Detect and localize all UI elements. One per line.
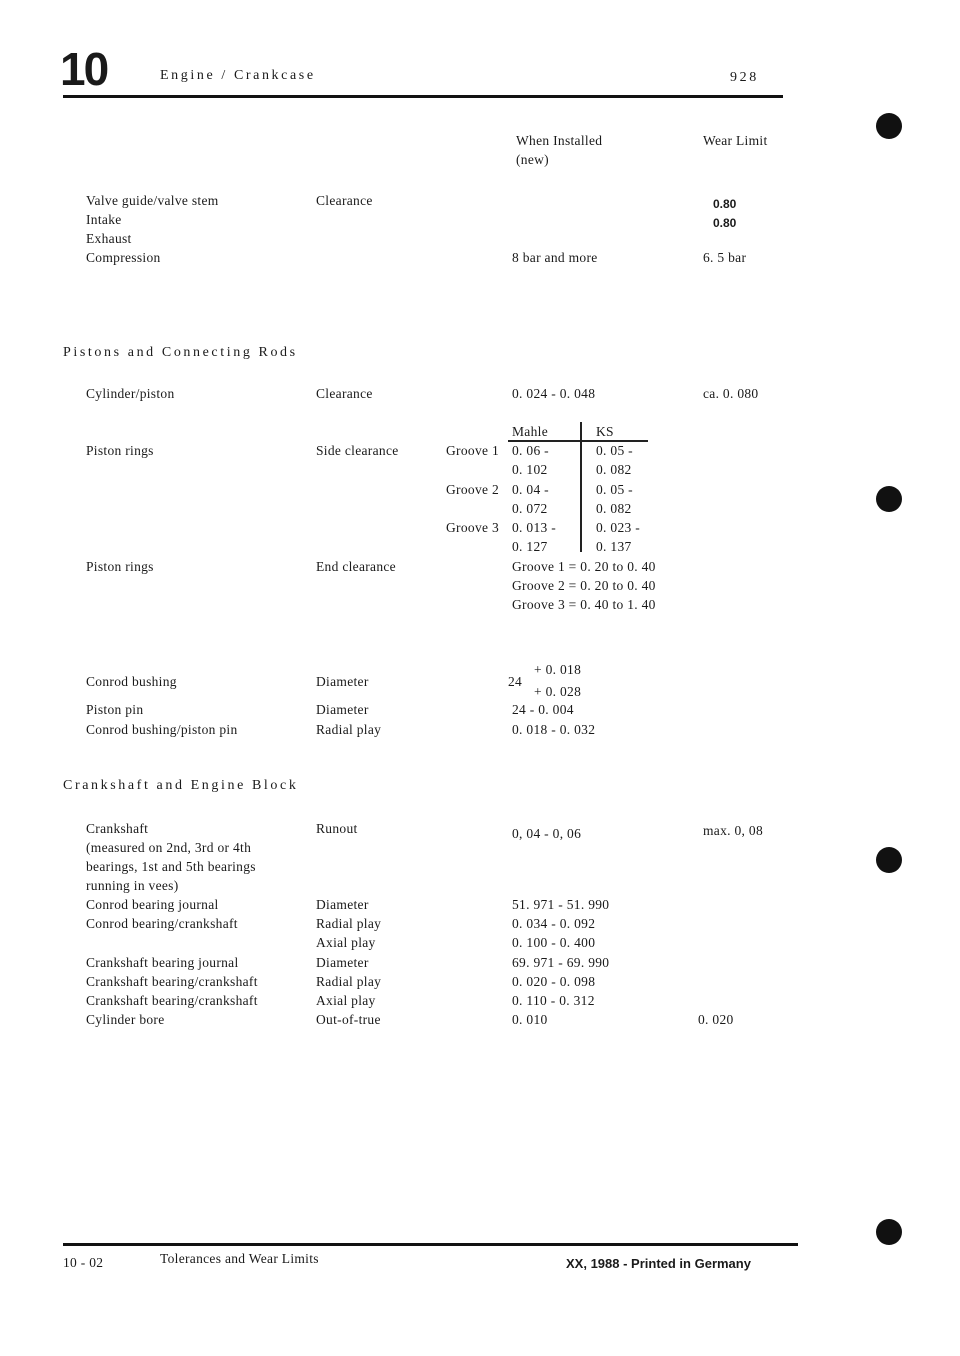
conrod-pin-value: 0. 018 - 0. 032 bbox=[512, 722, 596, 737]
installed-header-sub: (new) bbox=[516, 152, 549, 167]
valve-clearance-type: Clearance bbox=[316, 193, 373, 208]
groove-2-label: Groove 2 bbox=[446, 482, 500, 497]
conrod-bushing-label: Conrod bushing bbox=[86, 674, 177, 689]
crank-row-value: 0. 034 - 0. 092 bbox=[512, 916, 596, 931]
cylinder-piston-type: Clearance bbox=[316, 386, 373, 401]
crankshaft-section-heading: Crankshaft and Engine Block bbox=[63, 778, 299, 793]
mahle-value: 0. 127 bbox=[512, 539, 548, 554]
binder-hole-icon bbox=[876, 113, 902, 139]
chapter-title: Engine / Crankcase bbox=[160, 68, 316, 83]
chapter-number: 10 bbox=[60, 43, 108, 95]
crankshaft-note: running in vees) bbox=[86, 878, 179, 893]
crank-row-type: Diameter bbox=[316, 897, 369, 912]
crankshaft-note: (measured on 2nd, 3rd or 4th bbox=[86, 840, 252, 855]
bushing-base-value: 24 bbox=[508, 674, 523, 689]
end-clearance-value: Groove 1 = 0. 20 to 0. 40 bbox=[512, 559, 656, 574]
ks-value: 0. 05 - bbox=[596, 443, 633, 458]
piston-rings-end-label: Piston rings bbox=[86, 559, 154, 574]
mahle-header: Mahle bbox=[512, 424, 548, 439]
end-clearance-type: End clearance bbox=[316, 559, 396, 574]
cylinder-piston-limit: ca. 0. 080 bbox=[703, 386, 759, 401]
ks-value: 0. 082 bbox=[596, 462, 632, 477]
mahle-value: 0. 04 - bbox=[512, 482, 549, 497]
installed-header: When Installed bbox=[516, 133, 603, 148]
crank-row-value: 51. 971 - 51. 990 bbox=[512, 897, 610, 912]
crank-row-type: Radial play bbox=[316, 974, 382, 989]
crank-row-label: Cylinder bore bbox=[86, 1012, 165, 1027]
bushing-lower-tolerance: + 0. 028 bbox=[534, 684, 582, 699]
mahle-value: 0. 06 - bbox=[512, 443, 549, 458]
end-clearance-value: Groove 3 = 0. 40 to 1. 40 bbox=[512, 597, 656, 612]
footer-rule bbox=[63, 1243, 798, 1246]
ks-header: KS bbox=[596, 424, 614, 439]
end-clearance-value: Groove 2 = 0. 20 to 0. 40 bbox=[512, 578, 656, 593]
exhaust-limit: 0.80 bbox=[713, 216, 737, 230]
print-info: XX, 1988 - Printed in Germany bbox=[566, 1256, 751, 1271]
crank-row-label: Crankshaft bearing/crankshaft bbox=[86, 974, 258, 989]
piston-rings-label: Piston rings bbox=[86, 443, 154, 458]
header-rule bbox=[63, 95, 783, 98]
piston-pin-type: Diameter bbox=[316, 702, 369, 717]
conrod-pin-type: Radial play bbox=[316, 722, 382, 737]
crank-row-label: Crankshaft bearing journal bbox=[86, 955, 239, 970]
mahle-value: 0. 102 bbox=[512, 462, 548, 477]
ks-value: 0. 082 bbox=[596, 501, 632, 516]
cylinder-piston-new: 0. 024 - 0. 048 bbox=[512, 386, 596, 401]
crankshaft-note: bearings, 1st and 5th bearings bbox=[86, 859, 256, 874]
crank-row-value: 0. 110 - 0. 312 bbox=[512, 993, 595, 1008]
compression-limit: 6. 5 bar bbox=[703, 250, 747, 265]
crank-row-value: 0. 100 - 0. 400 bbox=[512, 935, 596, 950]
ring-table-rule bbox=[508, 440, 648, 442]
ring-table-divider bbox=[580, 422, 582, 552]
ks-value: 0. 023 - bbox=[596, 520, 641, 535]
mahle-value: 0. 072 bbox=[512, 501, 548, 516]
binder-hole-icon bbox=[876, 1219, 902, 1245]
piston-rings-type: Side clearance bbox=[316, 443, 399, 458]
crank-row-type: Radial play bbox=[316, 916, 382, 931]
groove-1-label: Groove 1 bbox=[446, 443, 500, 458]
crank-row-label: Conrod bearing/crankshaft bbox=[86, 916, 238, 931]
piston-pin-value: 24 - 0. 004 bbox=[512, 702, 574, 717]
runout-type: Runout bbox=[316, 821, 358, 836]
crank-row-value: 0. 010 bbox=[512, 1012, 548, 1027]
valve-guide-label: Valve guide/valve stem bbox=[86, 193, 219, 208]
bushing-upper-tolerance: + 0. 018 bbox=[534, 662, 582, 677]
wear-limit-header: Wear Limit bbox=[703, 133, 768, 148]
crank-row-value: 69. 971 - 69. 990 bbox=[512, 955, 610, 970]
mahle-value: 0. 013 - bbox=[512, 520, 557, 535]
page-number: 10 - 02 bbox=[63, 1255, 104, 1270]
runout-limit: max. 0, 08 bbox=[703, 823, 763, 838]
intake-label: Intake bbox=[86, 212, 122, 227]
footer-title: Tolerances and Wear Limits bbox=[160, 1251, 319, 1266]
exhaust-label: Exhaust bbox=[86, 231, 132, 246]
binder-hole-icon bbox=[876, 486, 902, 512]
groove-3-label: Groove 3 bbox=[446, 520, 500, 535]
crank-row-label: Conrod bearing journal bbox=[86, 897, 219, 912]
ks-value: 0. 137 bbox=[596, 539, 632, 554]
piston-pin-label: Piston pin bbox=[86, 702, 144, 717]
bore-limit: 0. 020 bbox=[698, 1012, 734, 1027]
compression-new: 8 bar and more bbox=[512, 250, 598, 265]
binder-hole-icon bbox=[876, 847, 902, 873]
crankshaft-label: Crankshaft bbox=[86, 821, 149, 836]
crank-row-value: 0. 020 - 0. 098 bbox=[512, 974, 596, 989]
conrod-bushing-type: Diameter bbox=[316, 674, 369, 689]
crank-row-label: Crankshaft bearing/crankshaft bbox=[86, 993, 258, 1008]
crank-row-type: Axial play bbox=[316, 993, 376, 1008]
runout-new: 0, 04 - 0, 06 bbox=[512, 826, 582, 841]
conrod-pin-label: Conrod bushing/piston pin bbox=[86, 722, 238, 737]
crank-row-type: Out-of-true bbox=[316, 1012, 381, 1027]
pistons-section-heading: Pistons and Connecting Rods bbox=[63, 345, 298, 360]
compression-label: Compression bbox=[86, 250, 161, 265]
intake-limit: 0.80 bbox=[713, 197, 737, 211]
cylinder-piston-label: Cylinder/piston bbox=[86, 386, 175, 401]
ks-value: 0. 05 - bbox=[596, 482, 633, 497]
crank-row-type: Diameter bbox=[316, 955, 369, 970]
crank-row-type: Axial play bbox=[316, 935, 376, 950]
model-number: 928 bbox=[730, 70, 759, 85]
